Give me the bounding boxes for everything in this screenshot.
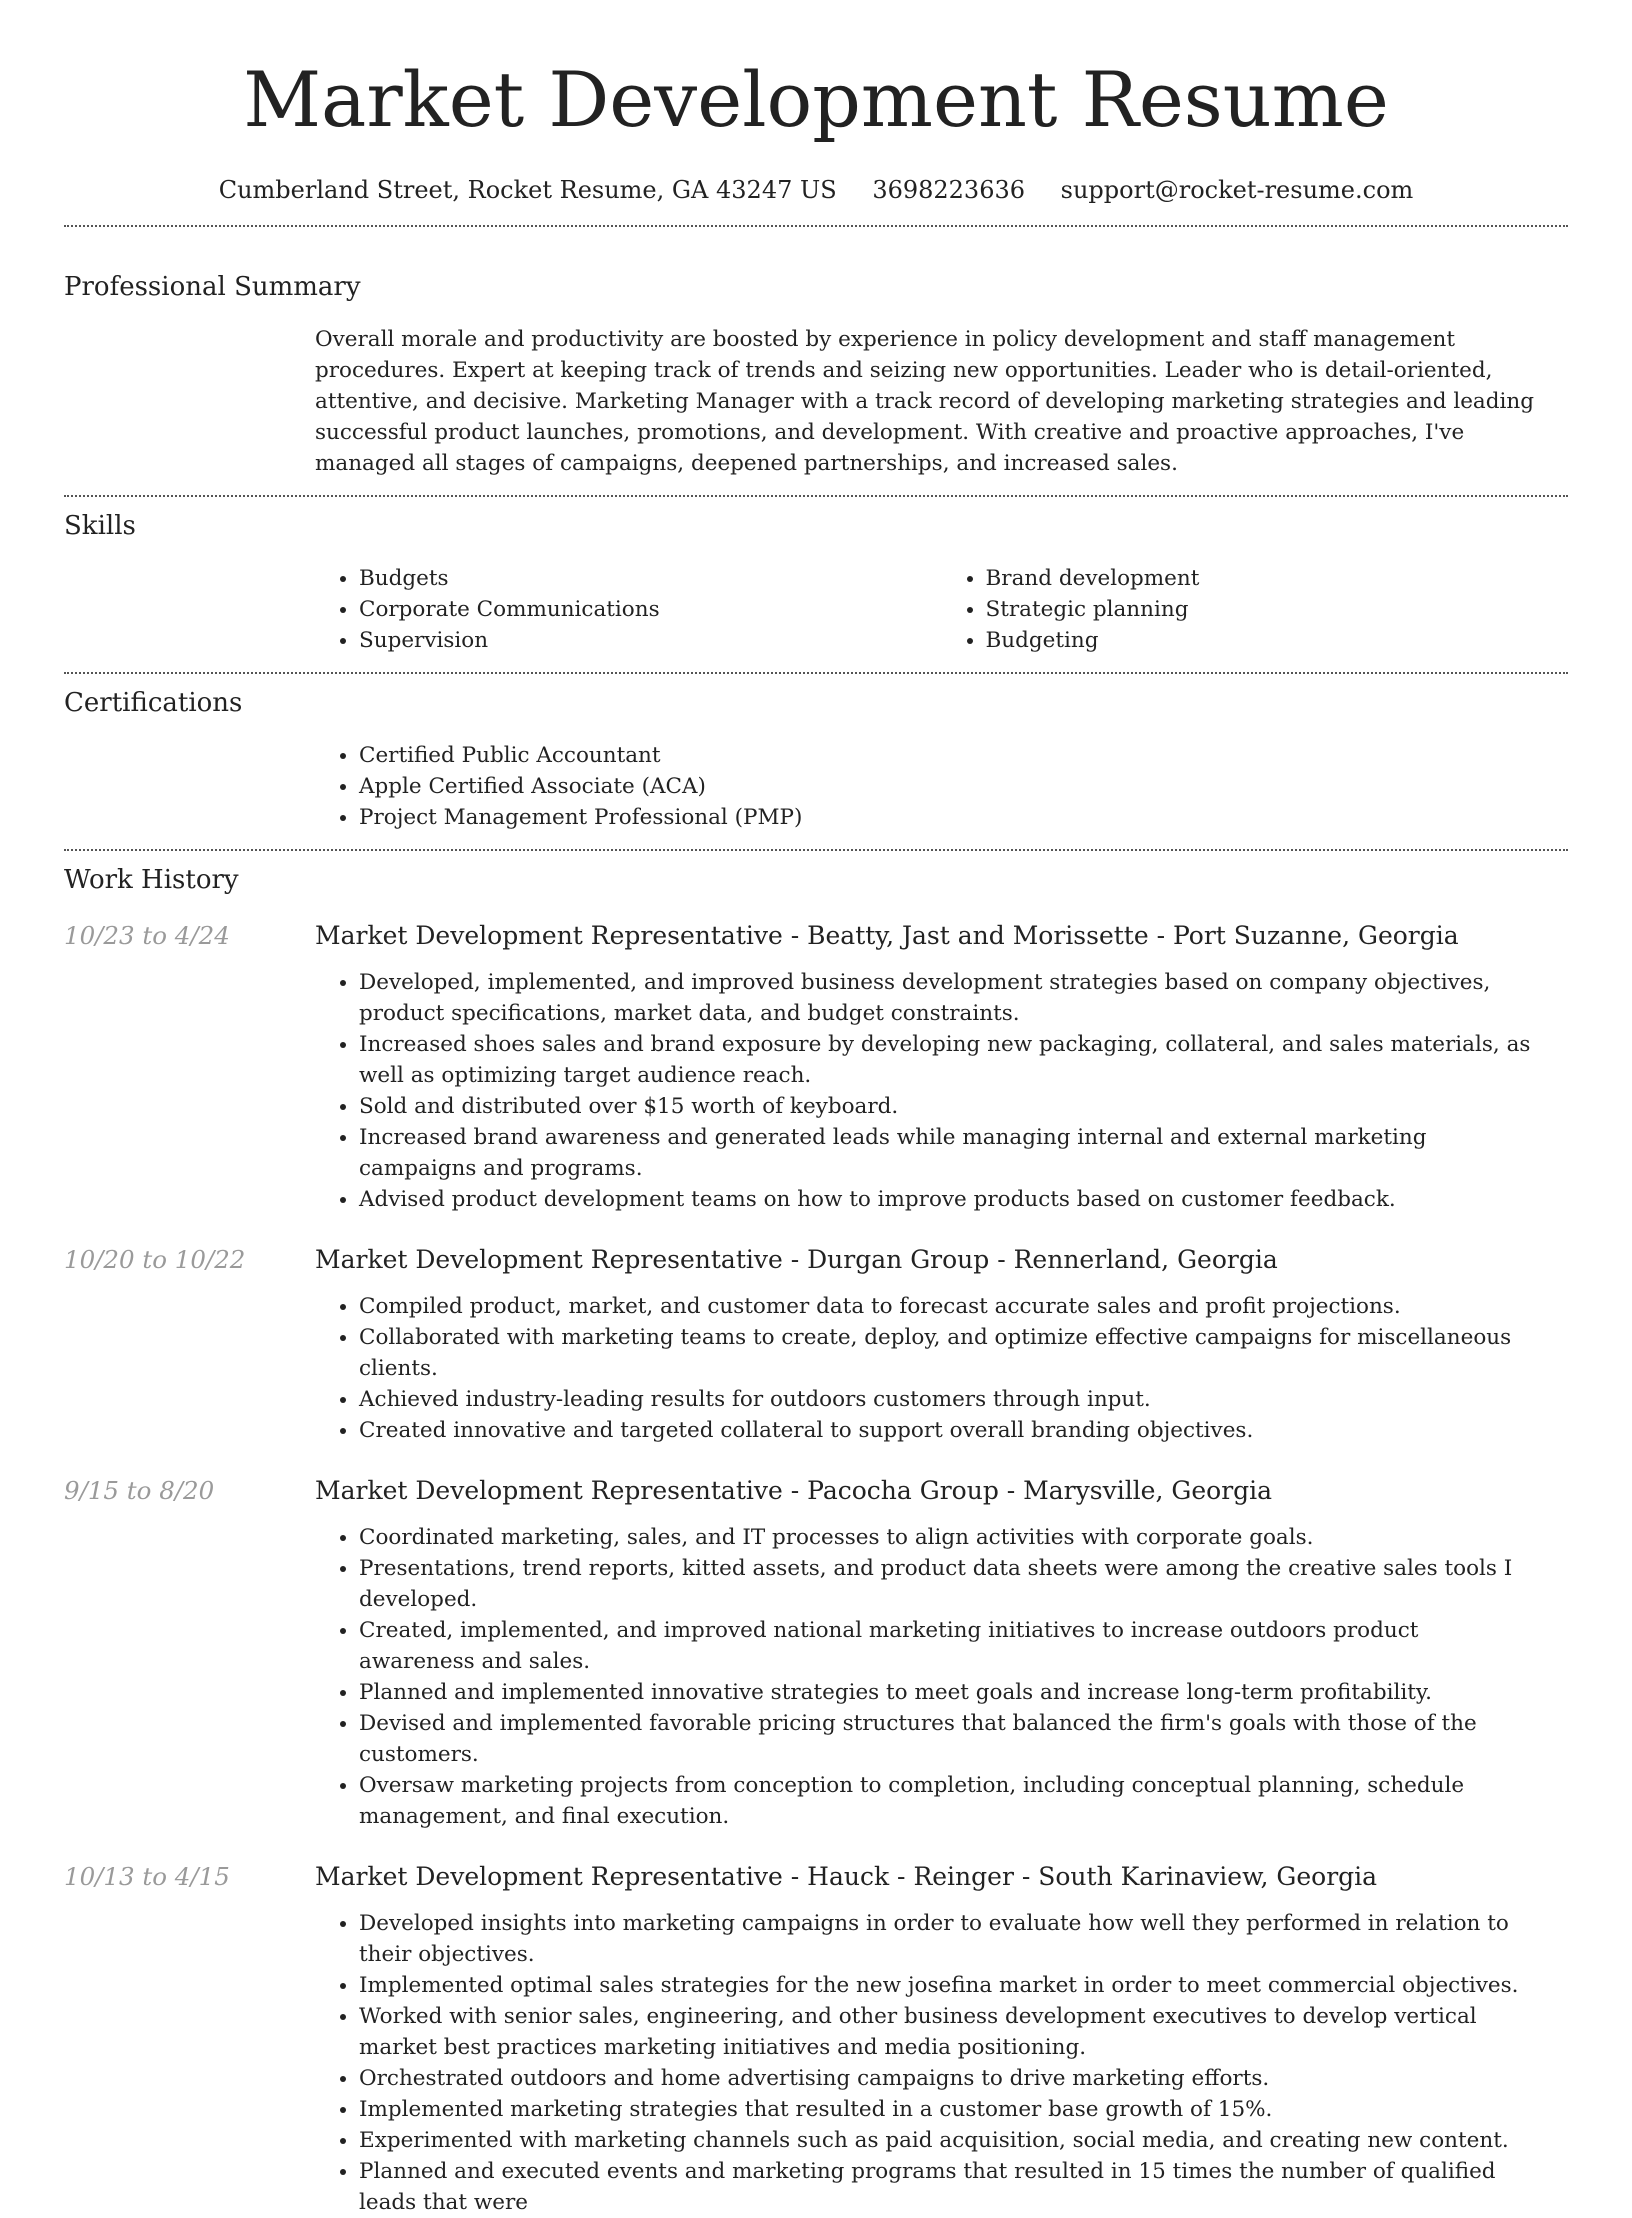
job-title: Market Development Representative - Hauck - Reinger - South Karinaview, Georgia bbox=[315, 1862, 1378, 1891]
certification-item: • Project Management Professional (PMP) bbox=[359, 802, 1568, 833]
job-entry bbox=[64, 1474, 1568, 1832]
summary-text: Overall morale and productivity are boosted by experience in policy development and staff management procedures. Expert at keeping track of trends and seizing new opportunities. Leader who is detail-oriented, attentive, and decisive. Marketing Manager with a track record of developing marketing strategies and leading successful product launches, promotions, and development. With creative and proactive approaches, I've managed all stages of campaigns, deepened partnerships, and increased sales. bbox=[315, 327, 1534, 476]
job-bullet: • Developed insights into marketing campaigns in order to evaluate how well they performed in relation to their objectives. bbox=[359, 1908, 1539, 1970]
skill-item: • Supervision bbox=[359, 625, 942, 656]
phone: 3698223636 bbox=[872, 176, 1026, 204]
certification-item: • Certified Public Accountant bbox=[359, 740, 1568, 771]
job-bullet: • Created, implemented, and improved national marketing initiatives to increase outdoors product awareness and sales. bbox=[359, 1615, 1539, 1677]
skill-item: • Budgeting bbox=[986, 625, 1569, 656]
skills-list bbox=[315, 563, 1568, 656]
job-bullet: • Planned and executed events and marketing programs that resulted in 15 times the number of qualified leads that were bbox=[359, 2156, 1539, 2218]
job-title: Market Development Representative - Pacocha Group - Marysville, Georgia bbox=[315, 1476, 1273, 1505]
job-bullet: • Devised and implemented favorable pricing structures that balanced the firm's goals with those of the customers. bbox=[359, 1708, 1539, 1770]
section-title-summary: Professional Summary bbox=[64, 272, 361, 302]
address: Cumberland Street, Rocket Resume, GA 43247 US bbox=[218, 176, 837, 204]
summary-body bbox=[315, 324, 1568, 479]
certifications-list bbox=[315, 740, 1568, 833]
job-dates: 10/13 to 4/15 bbox=[64, 1862, 230, 1891]
job-title: Market Development Representative - Beatty, Jast and Morissette - Port Suzanne, Georgia bbox=[315, 921, 1459, 950]
job-bullet: • Implemented optimal sales strategies for the new josefina market in order to meet commercial objectives. bbox=[359, 1970, 1539, 2001]
job-bullets bbox=[315, 967, 1539, 1215]
skill-item: • Strategic planning bbox=[986, 594, 1569, 625]
contact-line bbox=[64, 174, 1568, 206]
job-dates: 10/23 to 4/24 bbox=[64, 921, 230, 950]
divider bbox=[64, 672, 1568, 674]
skills-column-left bbox=[315, 563, 942, 656]
job-bullets bbox=[315, 1908, 1539, 2218]
section-title-work-history: Work History bbox=[64, 865, 239, 895]
job-title: Market Development Representative - Durgan Group - Rennerland, Georgia bbox=[315, 1245, 1278, 1274]
resume-page bbox=[64, 0, 1568, 2218]
section-title-certifications: Certifications bbox=[64, 688, 243, 718]
job-entry bbox=[64, 1243, 1568, 1446]
job-bullet: • Oversaw marketing projects from conception to completion, including conceptual planning, schedule management, and final execution. bbox=[359, 1770, 1539, 1832]
job-bullet: • Coordinated marketing, sales, and IT processes to align activities with corporate goals. bbox=[359, 1522, 1539, 1553]
job-bullet: • Created innovative and targeted collateral to support overall branding objectives. bbox=[359, 1415, 1539, 1446]
job-bullets bbox=[315, 1522, 1539, 1832]
job-bullet: • Planned and implemented innovative strategies to meet goals and increase long-term profitability. bbox=[359, 1677, 1539, 1708]
job-entry bbox=[64, 919, 1568, 1215]
skills-section bbox=[64, 509, 1568, 656]
skills-column-right bbox=[942, 563, 1569, 656]
summary-section bbox=[64, 270, 1568, 479]
job-bullet: • Collaborated with marketing teams to create, deploy, and optimize effective campaigns for miscellaneous clients. bbox=[359, 1322, 1539, 1384]
job-entry bbox=[64, 1860, 1568, 2218]
job-dates: 9/15 to 8/20 bbox=[64, 1476, 215, 1505]
job-bullet: • Achieved industry-leading results for outdoors customers through input. bbox=[359, 1384, 1539, 1415]
job-dates: 10/20 to 10/22 bbox=[64, 1245, 246, 1274]
job-bullet: • Developed, implemented, and improved business development strategies based on company objectives, product specifications, market data, and budget constraints. bbox=[359, 967, 1539, 1029]
job-bullet: • Presentations, trend reports, kitted assets, and product data sheets were among the creative sales tools I developed. bbox=[359, 1553, 1539, 1615]
job-bullet: • Compiled product, market, and customer data to forecast accurate sales and profit projections. bbox=[359, 1291, 1539, 1322]
job-bullets bbox=[315, 1291, 1539, 1446]
job-bullet: • Worked with senior sales, engineering, and other business development executives to develop vertical market best practices marketing initiatives and media positioning. bbox=[359, 2001, 1539, 2063]
email: support@rocket-resume.com bbox=[1060, 176, 1414, 204]
job-bullet: • Advised product development teams on how to improve products based on customer feedback. bbox=[359, 1184, 1539, 1215]
job-bullet: • Sold and distributed over $15 worth of keyboard. bbox=[359, 1091, 1539, 1122]
divider bbox=[64, 849, 1568, 851]
job-bullet: • Increased brand awareness and generated leads while managing internal and external marketing campaigns and programs. bbox=[359, 1122, 1539, 1184]
job-bullet: • Experimented with marketing channels such as paid acquisition, social media, and creating new content. bbox=[359, 2125, 1539, 2156]
divider bbox=[64, 495, 1568, 497]
skill-item: • Corporate Communications bbox=[359, 594, 942, 625]
job-bullet: • Orchestrated outdoors and home advertising campaigns to drive marketing efforts. bbox=[359, 2063, 1539, 2094]
divider bbox=[64, 225, 1568, 227]
job-bullet: • Implemented marketing strategies that resulted in a customer base growth of 15%. bbox=[359, 2094, 1539, 2125]
work-history-section bbox=[64, 863, 1568, 2218]
job-bullet: • Increased shoes sales and brand exposure by developing new packaging, collateral, and sales materials, as well as optimizing target audience reach. bbox=[359, 1029, 1539, 1091]
certifications-section bbox=[64, 686, 1568, 833]
section-title-skills: Skills bbox=[64, 511, 136, 541]
resume-title: Market Development Resume bbox=[243, 55, 1389, 144]
skill-item: • Brand development bbox=[986, 563, 1569, 594]
certification-item: • Apple Certified Associate (ACA) bbox=[359, 771, 1568, 802]
skill-item: • Budgets bbox=[359, 563, 942, 594]
